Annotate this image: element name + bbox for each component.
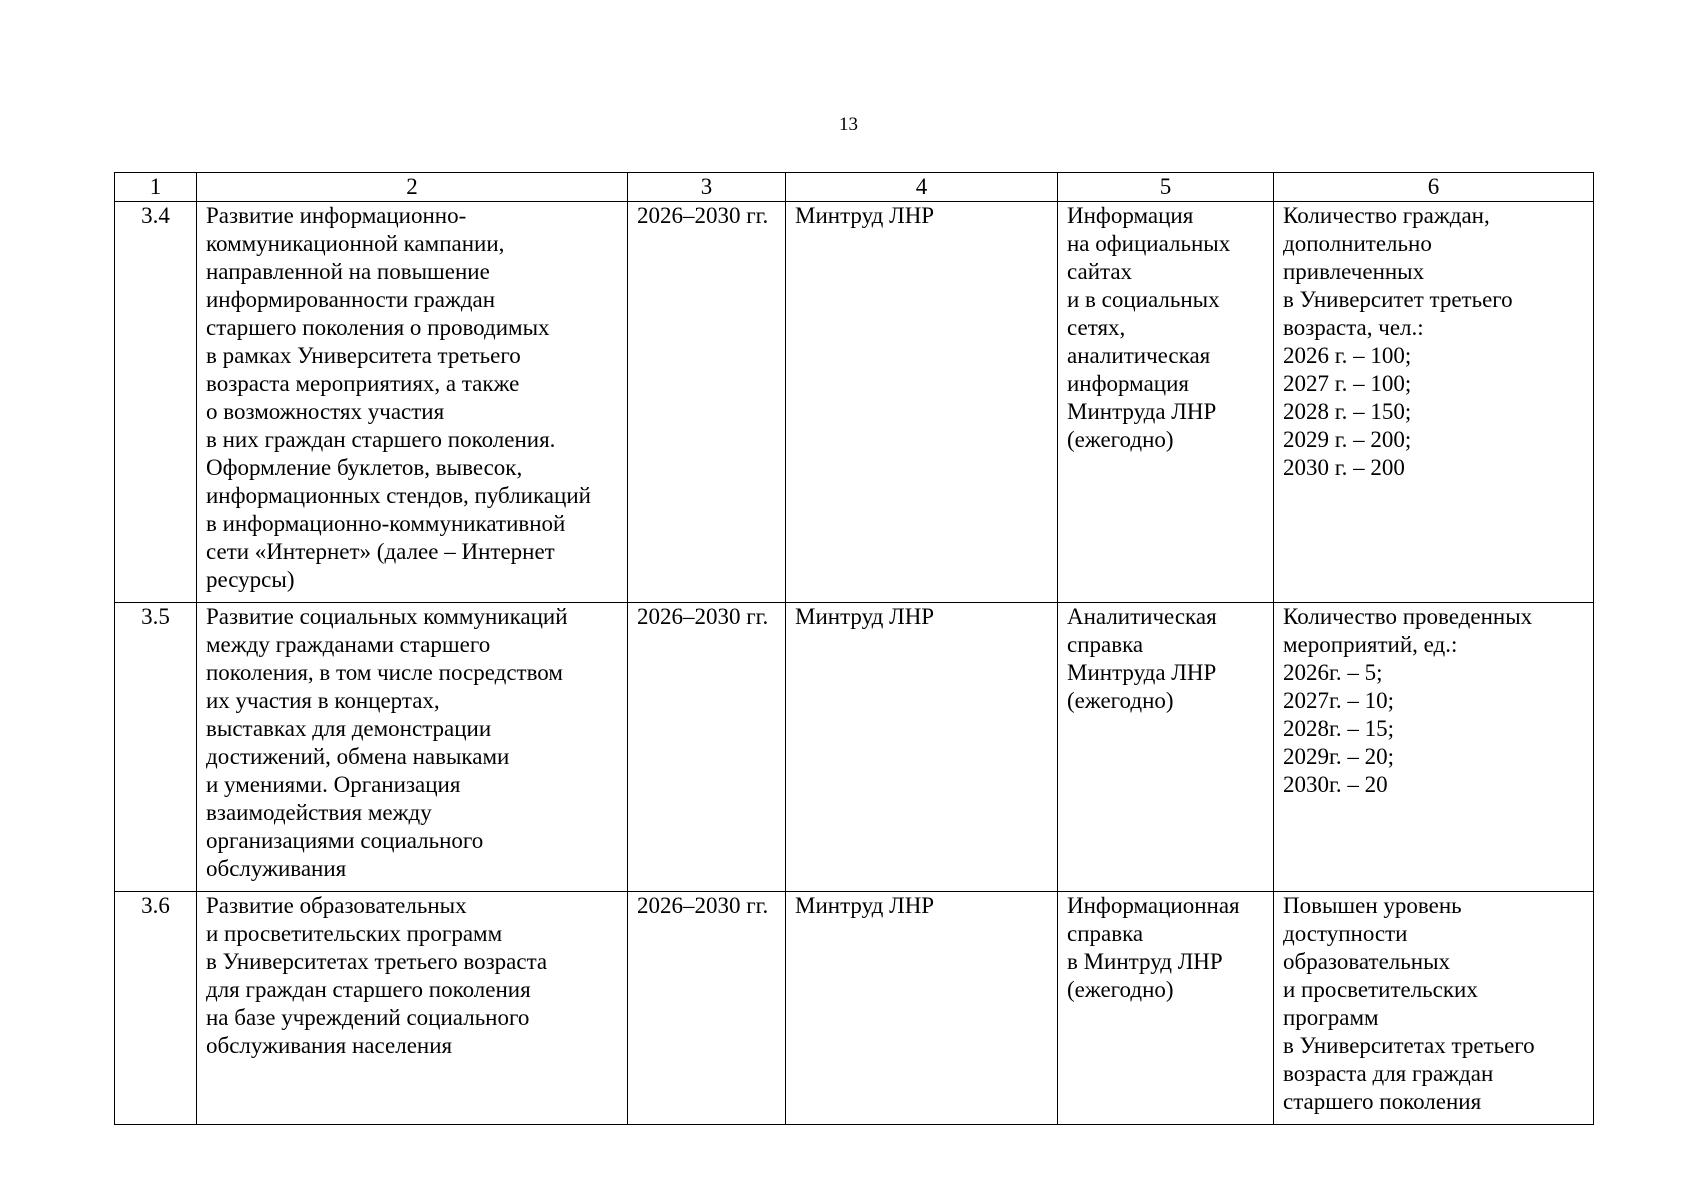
header-col-1: 1 bbox=[115, 173, 197, 202]
activity-cell: Развитие социальных коммуникаций между гражданами старшего поколения, в том числе посредством их участия в концертах, выставках для демонстрации достижений, обмена навыками и умениями. Организация взаимодействия между организациями социального обслуживания bbox=[197, 603, 628, 892]
period-cell: 2026–2030 гг. bbox=[628, 202, 786, 603]
header-col-5: 5 bbox=[1058, 173, 1274, 202]
period-cell: 2026–2030 гг. bbox=[628, 892, 786, 1125]
row-number: 3.4 bbox=[115, 202, 197, 603]
row-number: 3.6 bbox=[115, 892, 197, 1125]
table-body bbox=[115, 202, 1594, 1125]
report-cell: Информационная справка в Минтруд ЛНР (ежегодно) bbox=[1058, 892, 1274, 1125]
table-row bbox=[115, 202, 1594, 603]
table-row bbox=[115, 603, 1594, 892]
header-row bbox=[115, 173, 1594, 202]
header-col-3: 3 bbox=[628, 173, 786, 202]
result-cell: Количество граждан, дополнительно привлеченных в Университет третьего возраста, чел.: 2026 г. – 100; 2027 г. – 100; 2028 г. – 150; 2029 г. – 200; 2030 г. – 200 bbox=[1274, 202, 1594, 603]
row-number: 3.5 bbox=[115, 603, 197, 892]
table-row bbox=[115, 892, 1594, 1125]
result-cell: Количество проведенных мероприятий, ед.: 2026г. – 5; 2027г. – 10; 2028г. – 15; 2029г. – 20; 2030г. – 20 bbox=[1274, 603, 1594, 892]
table-header bbox=[115, 173, 1594, 202]
executor-cell: Минтруд ЛНР bbox=[786, 202, 1058, 603]
header-col-6: 6 bbox=[1274, 173, 1594, 202]
header-col-4: 4 bbox=[786, 173, 1058, 202]
report-cell: Аналитическая справка Минтруда ЛНР (ежегодно) bbox=[1058, 603, 1274, 892]
executor-cell: Минтруд ЛНР bbox=[786, 892, 1058, 1125]
period-cell: 2026–2030 гг. bbox=[628, 603, 786, 892]
result-cell: Повышен уровень доступности образовательных и просветительских программ в Университетах третьего возраста для граждан старшего поколения bbox=[1274, 892, 1594, 1125]
activity-cell: Развитие образовательных и просветительских программ в Университетах третьего возраста для граждан старшего поколения на базе учреждений социального обслуживания населения bbox=[197, 892, 628, 1125]
header-col-2: 2 bbox=[197, 173, 628, 202]
page-number: 13 bbox=[839, 114, 858, 135]
executor-cell: Минтруд ЛНР bbox=[786, 603, 1058, 892]
report-cell: Информация на официальных сайтах и в социальных сетях, аналитическая информация Минтруда ЛНР (ежегодно) bbox=[1058, 202, 1274, 603]
activity-cell: Развитие информационно- коммуникационной кампании, направленной на повышение информированности граждан старшего поколения о проводимых в рамках Университета третьего возраста мероприятиях, а также о возможностях участия в них граждан старшего поколения. Оформление буклетов, вывесок, информационных стендов, публикаций в информационно-коммуникативной сети «Интернет» (далее – Интернет ресурсы) bbox=[197, 202, 628, 603]
program-table bbox=[114, 172, 1594, 1125]
